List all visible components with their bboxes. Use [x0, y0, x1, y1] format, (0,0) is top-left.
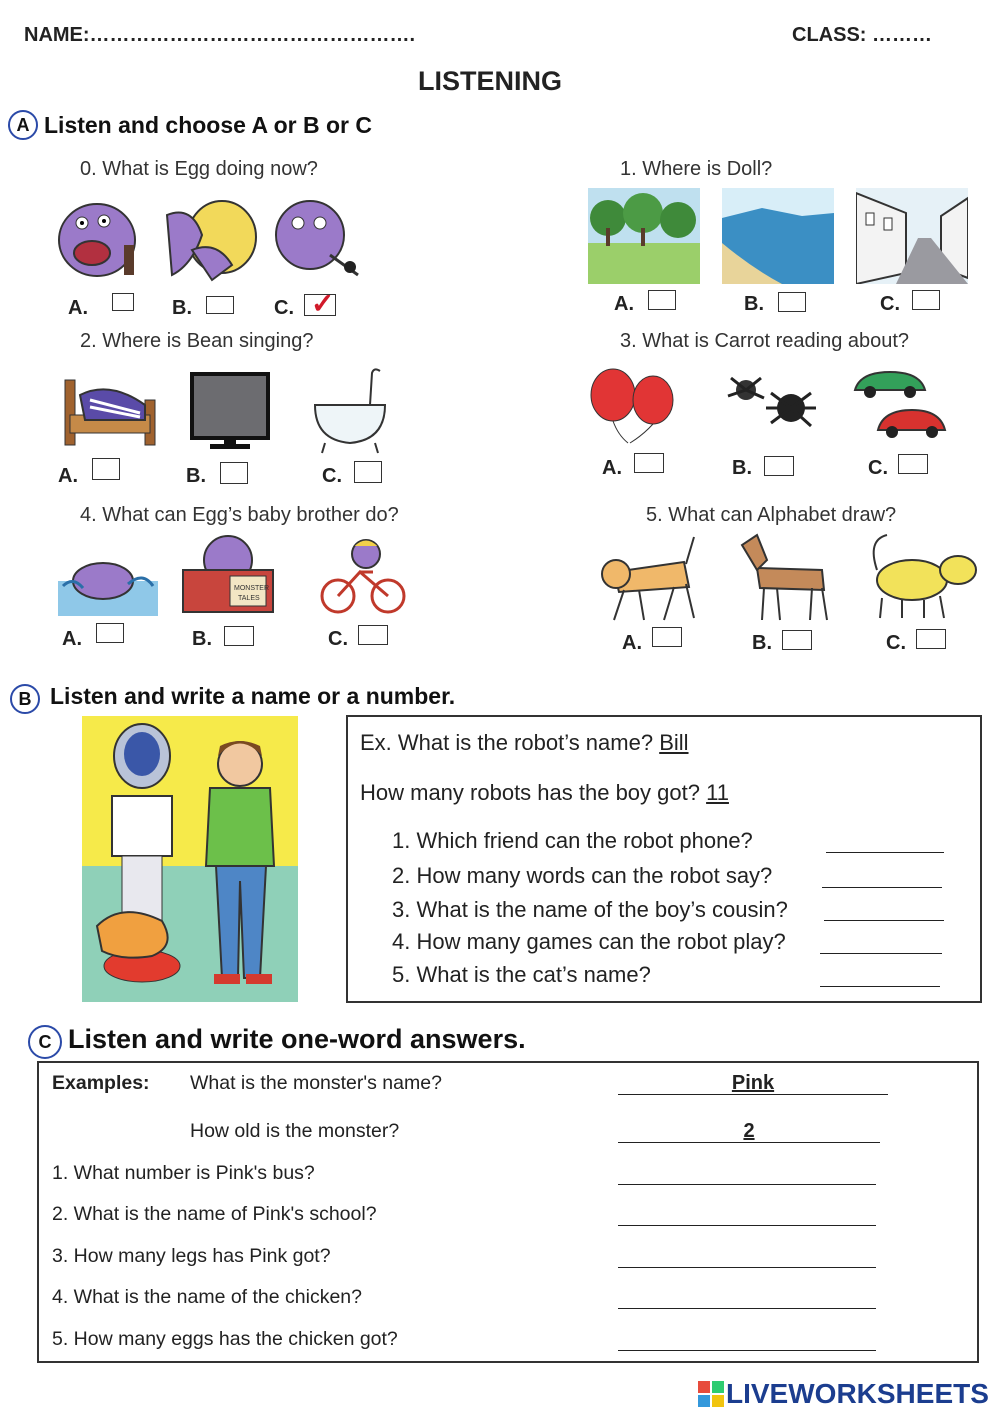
svg-text:MONSTER: MONSTER	[234, 585, 269, 592]
baby-swimming-image	[58, 536, 158, 616]
q2-option-b-label: B.	[186, 465, 206, 487]
q0-option-a-label: A.	[68, 297, 88, 319]
section-a-title: Listen and choose A or B or C	[44, 112, 372, 138]
section-c-question-4: 4. What is the name of the chicken?	[52, 1286, 363, 1308]
cat-drawing-image	[594, 532, 704, 622]
section-c-example-1-question: What is the monster's name?	[190, 1072, 442, 1094]
q5-option-c-checkbox[interactable]	[916, 629, 946, 649]
q4-option-c-checkbox[interactable]	[358, 625, 388, 645]
q1-option-a-checkbox[interactable]	[648, 290, 676, 310]
liveworksheets-logo-text: LIVEWORKSHEETS	[726, 1378, 989, 1409]
section-b-answer-3[interactable]	[824, 920, 944, 921]
section-b-title: Listen and write a name or a number.	[50, 683, 456, 709]
q0-option-a-checkbox[interactable]	[112, 293, 134, 311]
section-b-answer-5[interactable]	[820, 986, 940, 987]
section-c-answer-2[interactable]	[618, 1225, 876, 1226]
q2-option-c-checkbox[interactable]	[354, 461, 382, 483]
section-c-question-1: 1. What number is Pink's bus?	[52, 1162, 315, 1184]
q4-option-a-label: A.	[62, 628, 82, 650]
example-1-answer: Bill	[659, 730, 689, 755]
q5-option-b-label: B.	[752, 632, 772, 654]
q1-option-b-label: B.	[744, 293, 764, 315]
section-c-example-2-answer: 2	[743, 1120, 755, 1142]
example-2-question: How many robots has the boy got?	[360, 780, 707, 805]
section-c-badge: C	[28, 1025, 62, 1059]
section-b-question-box	[346, 715, 982, 1003]
q2-option-a-label: A.	[58, 465, 78, 487]
q2-option-a-checkbox[interactable]	[92, 458, 120, 480]
liveworksheets-logo-icon	[698, 1381, 724, 1407]
q4-option-a-checkbox[interactable]	[96, 623, 124, 643]
dog-drawing-image	[862, 530, 980, 622]
page-title: LISTENING	[417, 66, 562, 96]
cars-image	[850, 362, 950, 442]
section-b-answer-4[interactable]	[820, 953, 942, 954]
q5-option-a-label: A.	[622, 632, 642, 654]
section-b-example-2	[360, 780, 729, 806]
section-b-question-3: 3. What is the name of the boy’s cousin?	[392, 897, 788, 922]
q3-option-c-checkbox[interactable]	[898, 454, 928, 474]
question-4: 4. What can Egg’s baby brother do?	[80, 504, 399, 526]
bathtub-image	[310, 365, 390, 455]
q0-option-c-label: C.	[274, 297, 294, 319]
baby-riding-bike-image	[318, 532, 408, 616]
section-b-question-1: 1. Which friend can the robot phone?	[392, 828, 753, 853]
q4-option-b-label: B.	[192, 628, 212, 650]
q3-option-c-label: C.	[868, 457, 888, 479]
egg-monster-hiding-image	[162, 195, 257, 283]
section-b-question-2: 2. How many words can the robot say?	[392, 863, 773, 888]
q1-option-c-label: C.	[880, 293, 900, 315]
question-5: 5. What can Alphabet draw?	[646, 504, 897, 526]
section-c-example-2-question: How old is the monster?	[190, 1120, 400, 1142]
park-image	[588, 188, 700, 284]
q0-option-b-checkbox[interactable]	[206, 296, 234, 314]
section-c-question-5: 5. How many eggs has the chicken got?	[52, 1328, 398, 1350]
question-1: 1. Where is Doll?	[620, 158, 773, 180]
q4-option-c-label: C.	[328, 628, 348, 650]
q2-option-b-checkbox[interactable]	[220, 462, 248, 484]
section-b-answer-1[interactable]	[826, 852, 944, 853]
section-c-answer-1[interactable]	[618, 1184, 876, 1185]
egg-monster-playing-image	[270, 195, 365, 283]
beach-image	[722, 188, 834, 284]
q0-option-c-checkbox[interactable]	[304, 288, 336, 319]
section-c-example-2-line	[618, 1142, 880, 1143]
tv-image	[190, 372, 270, 452]
q1-option-c-checkbox[interactable]	[912, 290, 940, 310]
class-field-label: CLASS: ………	[792, 24, 932, 46]
name-field-label: NAME:………………………………………….	[24, 24, 416, 46]
baby-reading-image	[178, 532, 278, 616]
section-b-example-1	[360, 730, 689, 756]
section-b-badge: B	[10, 684, 40, 714]
section-c-question-3: 3. How many legs has Pink got?	[52, 1245, 331, 1267]
section-b-question-5: 5. What is the cat’s name?	[392, 962, 651, 987]
bed-image	[60, 365, 160, 451]
section-c-title: Listen and write one-word answers.	[68, 1024, 526, 1054]
q3-option-a-checkbox[interactable]	[634, 453, 664, 473]
balloons-image	[588, 365, 680, 445]
check-mark-icon: ✓	[311, 288, 335, 319]
example-1-question: Ex. What is the robot’s name?	[360, 730, 660, 755]
section-b-answer-2[interactable]	[822, 887, 942, 888]
svg-text:TALES: TALES	[238, 595, 260, 602]
section-c-example-1-answer: Pink	[731, 1072, 775, 1094]
street-image	[856, 188, 968, 284]
section-b-question-4: 4. How many games can the robot play?	[392, 929, 786, 954]
examples-label: Examples:	[52, 1072, 150, 1094]
section-c-example-1-line	[618, 1094, 888, 1095]
q3-option-b-checkbox[interactable]	[764, 456, 794, 476]
section-c-answer-4[interactable]	[618, 1308, 876, 1309]
section-a-badge: A	[8, 110, 38, 140]
q5-option-a-checkbox[interactable]	[652, 627, 682, 647]
question-0: 0. What is Egg doing now?	[80, 158, 318, 180]
section-c-answer-3[interactable]	[618, 1267, 876, 1268]
q3-option-a-label: A.	[602, 457, 622, 479]
example-2-answer: 11	[706, 780, 729, 805]
q4-option-b-checkbox[interactable]	[224, 626, 254, 646]
q5-option-c-label: C.	[886, 632, 906, 654]
q1-option-b-checkbox[interactable]	[778, 292, 806, 312]
q0-option-b-label: B.	[172, 297, 192, 319]
horse-drawing-image	[732, 530, 842, 622]
q1-option-a-label: A.	[614, 293, 634, 315]
q2-option-c-label: C.	[322, 465, 342, 487]
q5-option-b-checkbox[interactable]	[782, 630, 812, 650]
question-3: 3. What is Carrot reading about?	[620, 330, 910, 352]
section-c-answer-5[interactable]	[618, 1350, 876, 1351]
q3-option-b-label: B.	[732, 457, 752, 479]
question-2: 2. Where is Bean singing?	[80, 330, 314, 352]
spiders-image	[716, 368, 826, 438]
robot-boy-cat-image	[82, 716, 298, 1002]
egg-monster-eating-image	[52, 195, 147, 283]
section-c-question-2: 2. What is the name of Pink's school?	[52, 1203, 377, 1225]
